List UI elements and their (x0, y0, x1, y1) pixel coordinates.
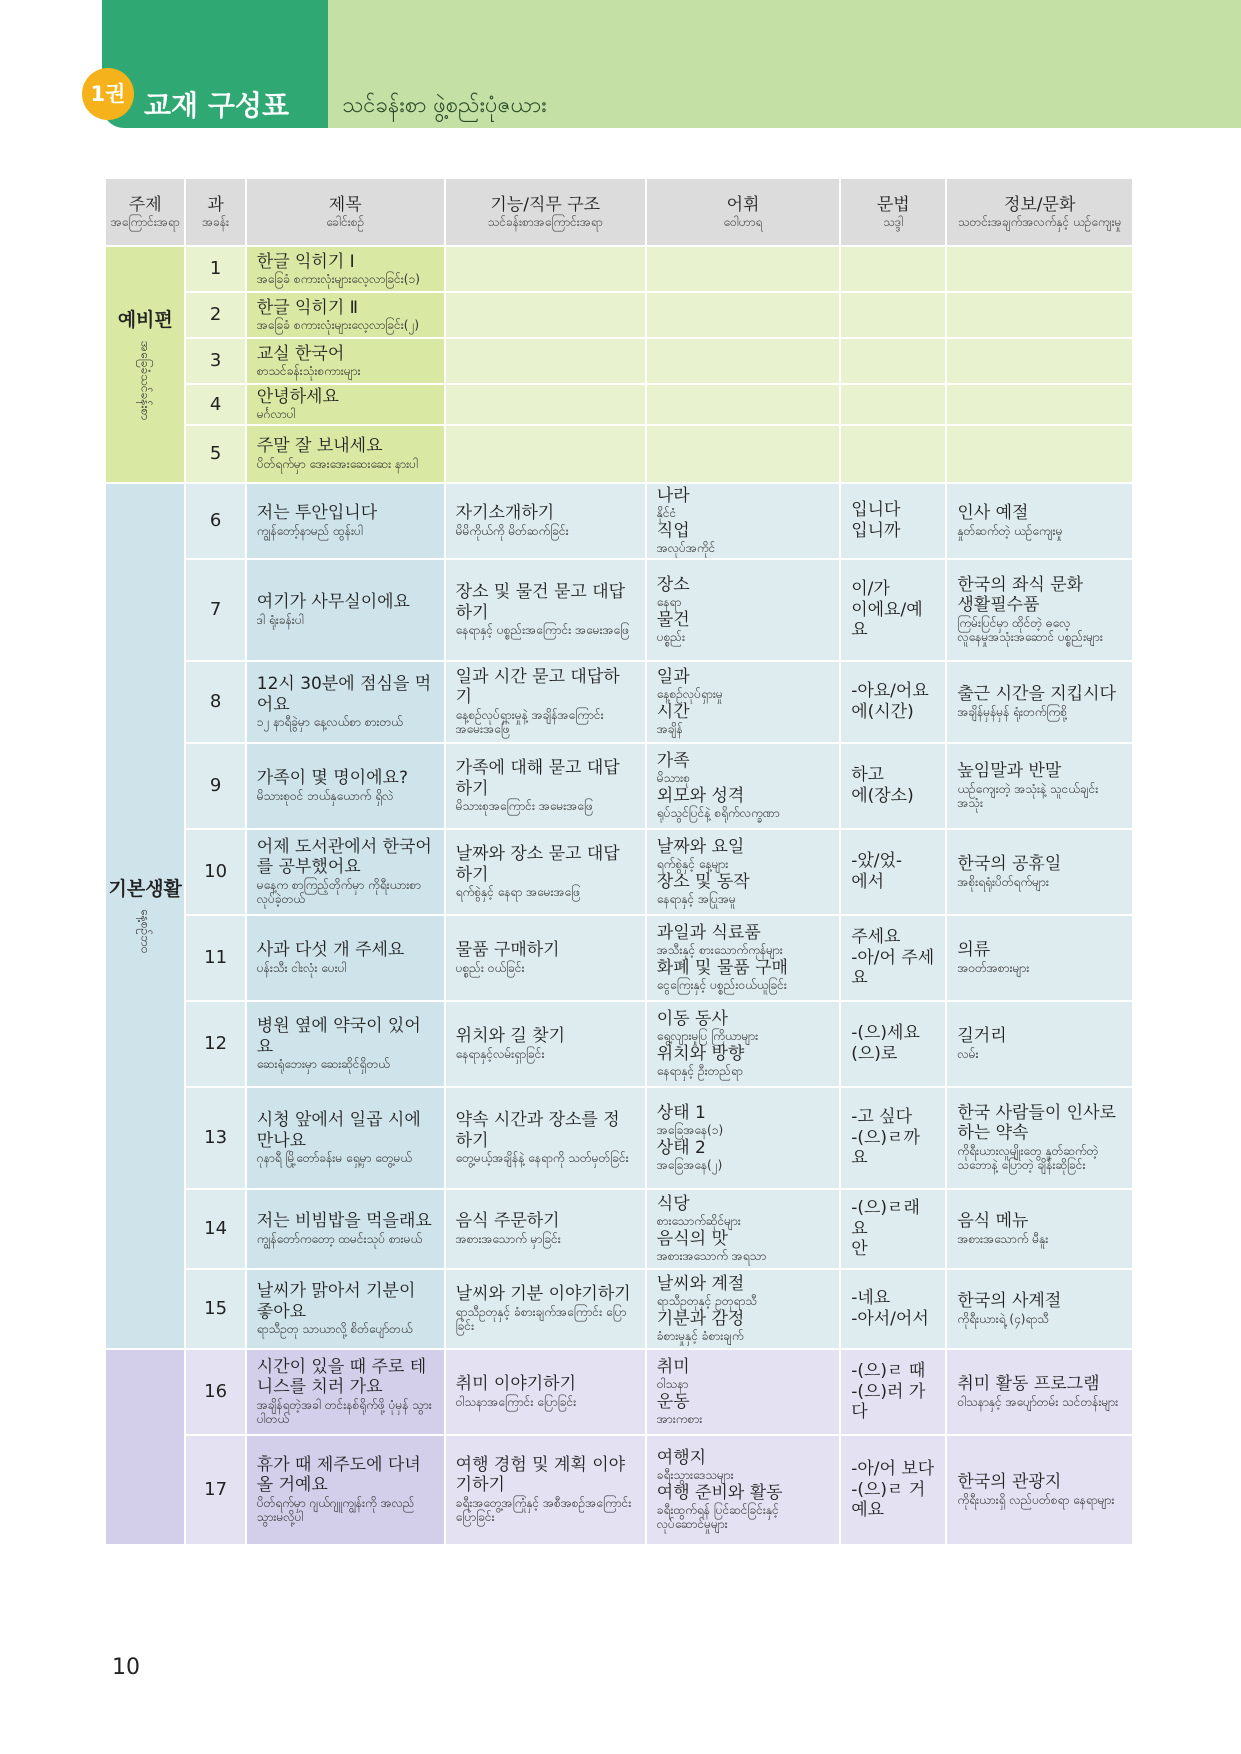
vocab-my: ဝါသနာ (656, 1377, 689, 1392)
vocab-ko: 날씨와 계절 (656, 1274, 745, 1294)
grammar-cell (840, 1087, 946, 1189)
grammar-item: 에(시간) (851, 701, 914, 722)
function-my: နေ့စဉ်လုပ်ရှားမှုနဲ့ အချိန်အကြောင်း အမေးအဖြေ (455, 707, 604, 737)
vocab-ko: 운동 (656, 1391, 690, 1412)
vocabulary-cell (646, 1269, 840, 1349)
vocab-my: နေရာနှင့် အပြုအမူ (656, 892, 736, 907)
grammar-item: -아/어 보다 (851, 1459, 935, 1480)
function-ko: 약속 시간과 장소를 정하기 (455, 1110, 620, 1151)
lesson-title-ko: 병원 옆에 약국이 있어요 (256, 1016, 421, 1057)
culture-ko: 한국 사람들이 인사로 하는 약속 (957, 1103, 1116, 1144)
lesson-title-ko: 12시 30분에 점심을 먹어요 (256, 674, 432, 715)
vocab-ko: 외모와 성격 (656, 785, 745, 806)
culture-cell (946, 743, 1133, 829)
vocabulary-cell (646, 829, 840, 915)
vocab-my: နေရာနှင့် ဦးတည်ရာ (656, 1064, 743, 1079)
grammar-cell (840, 559, 946, 661)
vocab-my: မိသားစု (656, 771, 690, 786)
unit-number: 9 (185, 743, 245, 829)
culture-my: ကိုရီးယားရဲ့ (၄)ရာသီ (957, 1311, 1049, 1326)
grammar-item: -(으)러 가다 (851, 1381, 926, 1422)
vocabulary-cell (646, 1435, 840, 1545)
theme-cell (105, 1349, 185, 1545)
vocab-ko: 취미 (656, 1357, 690, 1377)
culture-my: ကြမ်းပြင်မှာ ထိုင်တဲ့ ဓလေ့ (957, 615, 1071, 630)
table-row (105, 1269, 1133, 1349)
culture-my: နှုတ်ဆက်တဲ့ ယဉ်ကျေးမှု (957, 523, 1063, 538)
lesson-title-ko: 시간이 있을 때 주로 테니스를 치러 가요 (256, 1357, 427, 1398)
vocab-my: ပစ္စည်း (656, 630, 686, 645)
culture-my: လမ်း (957, 1046, 979, 1061)
volume-badge: 1권 (82, 68, 134, 120)
vocab-my: အခြေအနေ(၂) (656, 1158, 723, 1173)
culture-cell (946, 559, 1133, 661)
table-row (105, 1087, 1133, 1189)
function-cell (445, 246, 646, 292)
col-header-culture: 정보/문화 သတင်းအချက်အလက်နှင့် ယဉ်ကျေးမှု (946, 178, 1133, 246)
culture-ko: 음식 메뉴 (957, 1211, 1029, 1232)
culture-my: ယဉ်ကျေးတဲ့ အသုံးနဲ့ သူငယ်ချင်းအသုံး (957, 781, 1099, 810)
grammar-item: 에서 (851, 871, 885, 892)
lesson-title (246, 483, 445, 559)
grammar-cell (840, 483, 946, 559)
culture-cell (946, 915, 1133, 1001)
vocabulary-cell (646, 338, 840, 384)
unit-number: 2 (185, 292, 245, 338)
culture-ko: 인사 예절 (957, 503, 1029, 524)
grammar-cell (840, 1189, 946, 1269)
culture-cell (946, 829, 1133, 915)
culture-cell (946, 246, 1133, 292)
vocab-ko: 위치와 방향 (656, 1043, 745, 1064)
unit-number: 1 (185, 246, 245, 292)
table-row (105, 292, 1133, 338)
vocab-my: ရုပ်သွင်ပြင်နဲ့ စရိုက်လက္ခဏာ (656, 806, 780, 821)
lesson-title (246, 292, 445, 338)
unit-number: 16 (185, 1349, 245, 1435)
function-my: မိမိကိုယ်ကို မိတ်ဆက်ခြင်း (455, 523, 569, 538)
lesson-title-my: ကျွန်တော့်နာမည် ထွန်းပါ (256, 523, 363, 538)
grammar-item: -(으)ㄹ래요 (851, 1198, 920, 1239)
culture-ko: 취미 활동 프로그램 (957, 1374, 1100, 1395)
page-title: 교재 구성표 (144, 89, 289, 122)
table-row (105, 915, 1133, 1001)
vocab-my: နေရာ (656, 595, 682, 610)
lesson-title (246, 661, 445, 743)
vocab-ko: 가족 (656, 751, 690, 771)
grammar-cell (840, 292, 946, 338)
function-ko: 날씨와 기분 이야기하기 (455, 1284, 631, 1305)
culture-ko: 의류 (957, 940, 991, 961)
grammar-item: 입니다 (851, 500, 901, 521)
lesson-title-ko: 교실 한국어 (256, 343, 345, 364)
vocabulary-cell (646, 743, 840, 829)
lesson-title-my: ပိတ်ရက်မှာ ဂျယ်ဂျူကျွန်းကို အလည်သွားမလို့ပါ (256, 1495, 415, 1525)
vocab-ko: 여행지 (656, 1447, 707, 1468)
lesson-title-ko: 여기가 사무실이에요 (256, 592, 410, 613)
lesson-title-my: မင်္ဂလာပါ (256, 407, 296, 422)
lesson-title (246, 1435, 445, 1545)
lesson-title-ko: 저는 비빔밥을 먹을래요 (256, 1211, 432, 1232)
culture-cell (946, 1349, 1133, 1435)
culture-ko: 높임말과 반말 (957, 761, 1062, 782)
function-my: ရက်စွဲနှင့် နေရာ အမေးအဖြေ (455, 884, 581, 899)
vocab-ko: 이동 동사 (656, 1009, 728, 1029)
function-my: မိသားစုအကြောင်း အမေးအဖြေ (455, 798, 593, 813)
culture-cell (946, 1189, 1133, 1269)
col-header-vocabulary: 어휘 ဝေါဟာရ (646, 178, 840, 246)
grammar-item: -(으)세요 (851, 1023, 920, 1044)
unit-number: 6 (185, 483, 245, 559)
table-row (105, 246, 1133, 292)
lesson-title-ko: 휴가 때 제주도에 다녀올 거예요 (256, 1455, 421, 1496)
grammar-item: -(으)ㄹ까요 (851, 1127, 920, 1168)
function-cell (445, 743, 646, 829)
culture-my: ကိုရီးယားရှိ လည်ပတ်စရာ နေရာများ (957, 1492, 1115, 1507)
function-cell (445, 384, 646, 425)
vocab-ko: 일과 (656, 667, 690, 687)
culture-ko: 한국의 관광지 (957, 1472, 1062, 1493)
vocab-my: ရာသီဥတုနှင့် ဥတုရာသီ (656, 1294, 757, 1309)
lesson-title-my: မနေ့က စာကြည့်တိုက်မှာ ကိုရီးယားစာ လုပ်ခဲ့တယ် (256, 877, 421, 907)
lesson-title (246, 1001, 445, 1087)
culture-my: အစိုးရရုံးပိတ်ရက်များ (957, 874, 1049, 889)
lesson-title (246, 915, 445, 1001)
grammar-cell (840, 829, 946, 915)
theme-label-my: နေ့စဉ်ဘဝ (138, 909, 153, 954)
grammar-cell (840, 661, 946, 743)
vocabulary-cell (646, 559, 840, 661)
culture-my: အစားအသောက် မီနူး (957, 1231, 1049, 1246)
lesson-title (246, 338, 445, 384)
page-number: 10 (112, 1655, 140, 1680)
vocab-my: အချိန် (656, 722, 683, 737)
theme-cell (105, 483, 185, 1349)
theme-cell (105, 246, 185, 483)
function-cell (445, 1349, 646, 1435)
unit-number: 11 (185, 915, 245, 1001)
grammar-item: -(으)ㄹ 때 (851, 1361, 926, 1382)
unit-number: 12 (185, 1001, 245, 1087)
function-my: နေရာနှင့် ပစ္စည်းအကြောင်း အမေးအဖြေ (455, 622, 630, 637)
function-cell (445, 425, 646, 483)
table-row (105, 661, 1133, 743)
culture-my: ကိုရီးယားလူမျိုးတွေ နှုတ်ဆက်တဲ့သဘောနဲ့ ပြောတဲ့ ချိန်းဆိုခြင်း (957, 1143, 1099, 1173)
lesson-title-ko: 주말 잘 보내세요 (256, 436, 383, 457)
lesson-title-ko: 시청 앞에서 일곱 시에 만나요 (256, 1110, 421, 1151)
vocabulary-cell (646, 1349, 840, 1435)
theme-label-my: အခြေခံသင်ခန်းစာ (138, 340, 153, 420)
grammar-item: -아/어 주세요 (851, 947, 935, 988)
grammar-cell (840, 384, 946, 425)
vocabulary-cell (646, 1001, 840, 1087)
theme-label-ko: 예비편 (117, 308, 173, 331)
table-row (105, 829, 1133, 915)
table-row (105, 1435, 1133, 1545)
function-my: ဝါသနာအကြောင်း ပြောခြင်း (455, 1394, 577, 1409)
culture-ko: 한국의 공휴일 (957, 854, 1062, 875)
vocab-my: အခြေအနေ(၁) (656, 1123, 724, 1138)
unit-number: 17 (185, 1435, 245, 1545)
function-cell (445, 829, 646, 915)
vocab-my: အလုပ်အကိုင် (656, 541, 716, 556)
grammar-cell (840, 338, 946, 384)
culture-my: ဝါသနာနှင့် အပျော်တမ်း သင်တန်းများ (957, 1394, 1119, 1409)
vocab-my: ခရီးသွားဒေသများ (656, 1468, 734, 1483)
culture-ko: 길거리 (957, 1026, 1007, 1047)
lesson-title-my: ဆေးရုံဘေးမှာ ဆေးဆိုင်ရှိတယ် (256, 1056, 390, 1071)
culture-my: လူနေမှုအသုံးအဆောင် ပစ္စည်းများ (957, 630, 1103, 645)
vocab-ko: 음식의 맛 (656, 1228, 728, 1249)
vocab-my: ခရီးထွက်ရန် ပြင်ဆင်ခြင်းနှင့် လုပ်ဆောင်မှုများ (656, 1502, 779, 1532)
grammar-cell (840, 246, 946, 292)
grammar-item: -았/었- (851, 851, 903, 872)
culture-ko: 생활필수품 (957, 595, 1040, 616)
grammar-cell (840, 1435, 946, 1545)
culture-cell (946, 384, 1133, 425)
culture-cell (946, 661, 1133, 743)
grammar-item: 이/가 (851, 579, 890, 600)
lesson-title (246, 1087, 445, 1189)
function-ko: 물품 구매하기 (455, 940, 560, 961)
grammar-cell (840, 1001, 946, 1087)
vocab-ko: 상태 1 (656, 1103, 706, 1123)
function-cell (445, 1001, 646, 1087)
lesson-title (246, 425, 445, 483)
grammar-cell (840, 1269, 946, 1349)
grammar-cell (840, 425, 946, 483)
culture-my: အဝတ်အစားများ (957, 960, 1030, 975)
table-row (105, 559, 1133, 661)
unit-number: 14 (185, 1189, 245, 1269)
grammar-item: -네요 (851, 1288, 891, 1309)
lesson-title (246, 743, 445, 829)
lesson-title-ko: 저는 투안입니다 (256, 503, 378, 524)
lesson-title-my: ဂုနာရီ မြို့တော်ခန်းမ ရှေ့မှာ တွေ့မယ် (256, 1150, 412, 1165)
grammar-item: 에(장소) (851, 785, 914, 806)
lesson-title (246, 384, 445, 425)
lesson-title (246, 1189, 445, 1269)
function-my: နေရာနှင့်လမ်းရှာခြင်း (455, 1046, 545, 1061)
col-header-unit: 과 အခန်း (185, 178, 245, 246)
unit-number: 5 (185, 425, 245, 483)
culture-ko: 한국의 좌식 문화 (957, 575, 1084, 595)
vocab-my: ခံစားမှုနှင့် ခံစားချက် (656, 1329, 744, 1344)
grammar-item: (으)로 (851, 1043, 898, 1064)
vocab-ko: 장소 및 동작 (656, 871, 750, 892)
function-ko: 여행 경험 및 계획 이야기하기 (455, 1455, 626, 1496)
table-row (105, 1189, 1133, 1269)
vocab-ko: 상태 2 (656, 1137, 706, 1158)
grammar-cell (840, 743, 946, 829)
table-row (105, 425, 1133, 483)
vocabulary-cell (646, 246, 840, 292)
vocabulary-cell (646, 425, 840, 483)
vocabulary-cell (646, 661, 840, 743)
table-row (105, 743, 1133, 829)
function-cell (445, 1087, 646, 1189)
vocab-my: အားကစား (656, 1412, 703, 1427)
grammar-item: -고 싶다 (851, 1107, 913, 1128)
theme-label-ko: 기본생활 (108, 877, 182, 900)
function-ko: 취미 이야기하기 (455, 1374, 577, 1395)
function-ko: 날짜와 장소 묻고 대답하기 (455, 844, 620, 885)
culture-cell (946, 425, 1133, 483)
lesson-title-ko: 안녕하세요 (256, 387, 339, 407)
function-cell (445, 1269, 646, 1349)
lesson-title-my: ဒါ ရုံးခန်းပါ (256, 612, 304, 627)
function-cell (445, 1189, 646, 1269)
table-row (105, 483, 1133, 559)
vocab-ko: 나라 (656, 486, 690, 506)
vocab-my: အသီးနှင့် စားသောက်ကုန်များ (656, 943, 783, 958)
function-ko: 자기소개하기 (455, 503, 555, 524)
grammar-cell (840, 1349, 946, 1435)
lesson-title-my: အချိန်ရတဲ့အခါ တင်းနစ်ရိုက်ဖို့ ပုံမှန် သွားပါတယ် (256, 1397, 432, 1427)
function-my: အစားအသောက် မှာခြင်း (455, 1231, 561, 1246)
grammar-item: -아서/어서 (851, 1308, 929, 1329)
table-header-row (105, 178, 1133, 246)
grammar-item: 이에요/예요 (851, 599, 923, 640)
lesson-title-my: ပန်းသီး ငါးလုံး ပေးပါ (256, 960, 347, 975)
col-header-title: 제목 ခေါင်းစဉ် (246, 178, 445, 246)
lesson-title-ko: 한글 익히기 Ⅰ (256, 251, 355, 272)
culture-cell (946, 1087, 1133, 1189)
lesson-title-ko: 어제 도서관에서 한국어를 공부했어요 (256, 837, 432, 878)
function-cell (445, 483, 646, 559)
vocabulary-cell (646, 1087, 840, 1189)
lesson-title-ko: 가족이 몇 명이에요? (256, 768, 408, 789)
vocab-ko: 화폐 및 물품 구매 (656, 957, 788, 978)
function-my: ရာသီဥတုနှင့် ခံစားချက်အကြောင်း ပြောခြင်း (455, 1304, 627, 1333)
culture-cell (946, 483, 1133, 559)
vocab-ko: 여행 준비와 활동 (656, 1482, 783, 1503)
function-cell (445, 1435, 646, 1545)
lesson-title-my: ရာသီဥတု သာယာလို့ စိတ်ပျော်တယ် (256, 1321, 413, 1336)
lesson-title-my: ၁၂ နာရီခွဲမှာ နေ့လယ်စာ စားတယ် (256, 714, 403, 729)
vocab-ko: 장소 (656, 575, 690, 595)
function-ko: 가족에 대해 묻고 대답하기 (455, 758, 620, 799)
vocab-my: အစားအသောက် အရသာ (656, 1249, 767, 1264)
lesson-title (246, 1349, 445, 1435)
vocab-my: နေ့စဉ်လုပ်ရှားမှု (656, 687, 723, 702)
unit-number: 13 (185, 1087, 245, 1189)
table-row (105, 1001, 1133, 1087)
grammar-item: 주세요 (851, 927, 901, 948)
lesson-title-my: စာသင်ခန်းသုံးစကားများ (256, 364, 361, 378)
unit-number: 15 (185, 1269, 245, 1349)
function-ko: 일과 시간 묻고 대답하기 (455, 667, 620, 708)
lesson-title-my: ပိတ်ရက်မှာ အေးအေးဆေးဆေး နားပါ (256, 456, 419, 471)
lesson-title-ko: 한글 익히기 Ⅱ (256, 297, 359, 318)
unit-number: 10 (185, 829, 245, 915)
grammar-cell (840, 915, 946, 1001)
vocab-ko: 직업 (656, 520, 690, 541)
col-header-theme: 주제 အကြောင်းအရာ (105, 178, 185, 246)
vocab-my: စားသောက်ဆိုင်များ (656, 1214, 741, 1229)
unit-number: 3 (185, 338, 245, 384)
culture-ko: 출근 시간을 지킵시다 (957, 684, 1116, 705)
vocab-ko: 물건 (656, 609, 690, 630)
page-subtitle: သင်ခန်းစာ ဖွဲ့စည်းပုံဇယား (342, 93, 547, 118)
function-my: တွေ့မယ့်အချိန်နဲ့ နေရာကို သတ်မှတ်ခြင်း (455, 1150, 629, 1165)
vocab-ko: 식당 (656, 1194, 690, 1214)
vocab-my: ရွေ့လျားမှုပြ ကြိယာများ (656, 1029, 759, 1044)
culture-cell (946, 338, 1133, 384)
lesson-title-my: ကျွန်တော်ကတော့ ထမင်းသုပ် စားမယ် (256, 1231, 423, 1246)
function-ko: 음식 주문하기 (455, 1211, 560, 1232)
vocabulary-cell (646, 1189, 840, 1269)
lesson-title-my: အခြေခံ စကားလုံးများလေ့လာခြင်း(၂) (256, 318, 420, 332)
lesson-title (246, 246, 445, 292)
vocab-my: ရက်စွဲနှင့် နေ့များ (656, 857, 729, 872)
function-cell (445, 559, 646, 661)
vocabulary-cell (646, 384, 840, 425)
vocab-my: နိုင်ငံ (656, 506, 677, 521)
function-cell (445, 661, 646, 743)
curriculum-table (104, 177, 1134, 1546)
vocabulary-cell (646, 292, 840, 338)
col-header-function: 기능/직무 구조 သင်ခန်းစာအကြောင်းအရာ (445, 178, 646, 246)
vocab-ko: 날짜와 요일 (656, 837, 745, 857)
function-cell (445, 338, 646, 384)
table-row (105, 338, 1133, 384)
grammar-item: 안 (851, 1238, 868, 1259)
unit-number: 7 (185, 559, 245, 661)
culture-my: အချိန်မှန်မှန် ရုံးတက်ကြစို့ (957, 704, 1068, 719)
culture-cell (946, 1001, 1133, 1087)
culture-cell (946, 1435, 1133, 1545)
vocab-ko: 기분과 감정 (656, 1308, 745, 1329)
lesson-title-ko: 날씨가 맑아서 기분이 좋아요 (256, 1281, 416, 1322)
function-cell (445, 915, 646, 1001)
unit-number: 8 (185, 661, 245, 743)
culture-cell (946, 1269, 1133, 1349)
lesson-title-ko: 사과 다섯 개 주세요 (256, 940, 405, 961)
function-cell (445, 292, 646, 338)
vocabulary-cell (646, 915, 840, 1001)
function-ko: 장소 및 물건 묻고 대답하기 (455, 582, 626, 623)
lesson-title (246, 1269, 445, 1349)
function-my: ခရီးအတွေ့အကြုံနှင့် အစီအစဉ်အကြောင်း ပြောခြင်း (455, 1495, 632, 1525)
vocab-my: ငွေကြေးနှင့် ပစ္စည်းဝယ်ယူခြင်း (656, 978, 787, 993)
vocabulary-cell (646, 483, 840, 559)
lesson-title (246, 559, 445, 661)
grammar-item: -(으)ㄹ 거예요 (851, 1479, 926, 1520)
lesson-title-my: မိသားစုဝင် ဘယ်နှယောက် ရှိလဲ (256, 788, 394, 803)
vocab-ko: 과일과 식료품 (656, 923, 761, 943)
table-row (105, 1349, 1133, 1435)
function-ko: 위치와 길 찾기 (455, 1026, 565, 1047)
grammar-item: 하고 (851, 765, 885, 786)
vocab-ko: 시간 (656, 701, 690, 722)
grammar-item: -아요/어요 (851, 681, 929, 702)
culture-cell (946, 292, 1133, 338)
culture-ko: 한국의 사계절 (957, 1291, 1062, 1312)
table-row (105, 384, 1133, 425)
lesson-title (246, 829, 445, 915)
col-header-grammar: 문법 သဒ္ဒါ (840, 178, 946, 246)
unit-number: 4 (185, 384, 245, 425)
lesson-title-my: အခြေခံ စကားလုံးများလေ့လာခြင်း(၁) (256, 272, 420, 286)
function-my: ပစ္စည်း ဝယ်ခြင်း (455, 960, 525, 975)
grammar-item: 입니까 (851, 520, 901, 541)
